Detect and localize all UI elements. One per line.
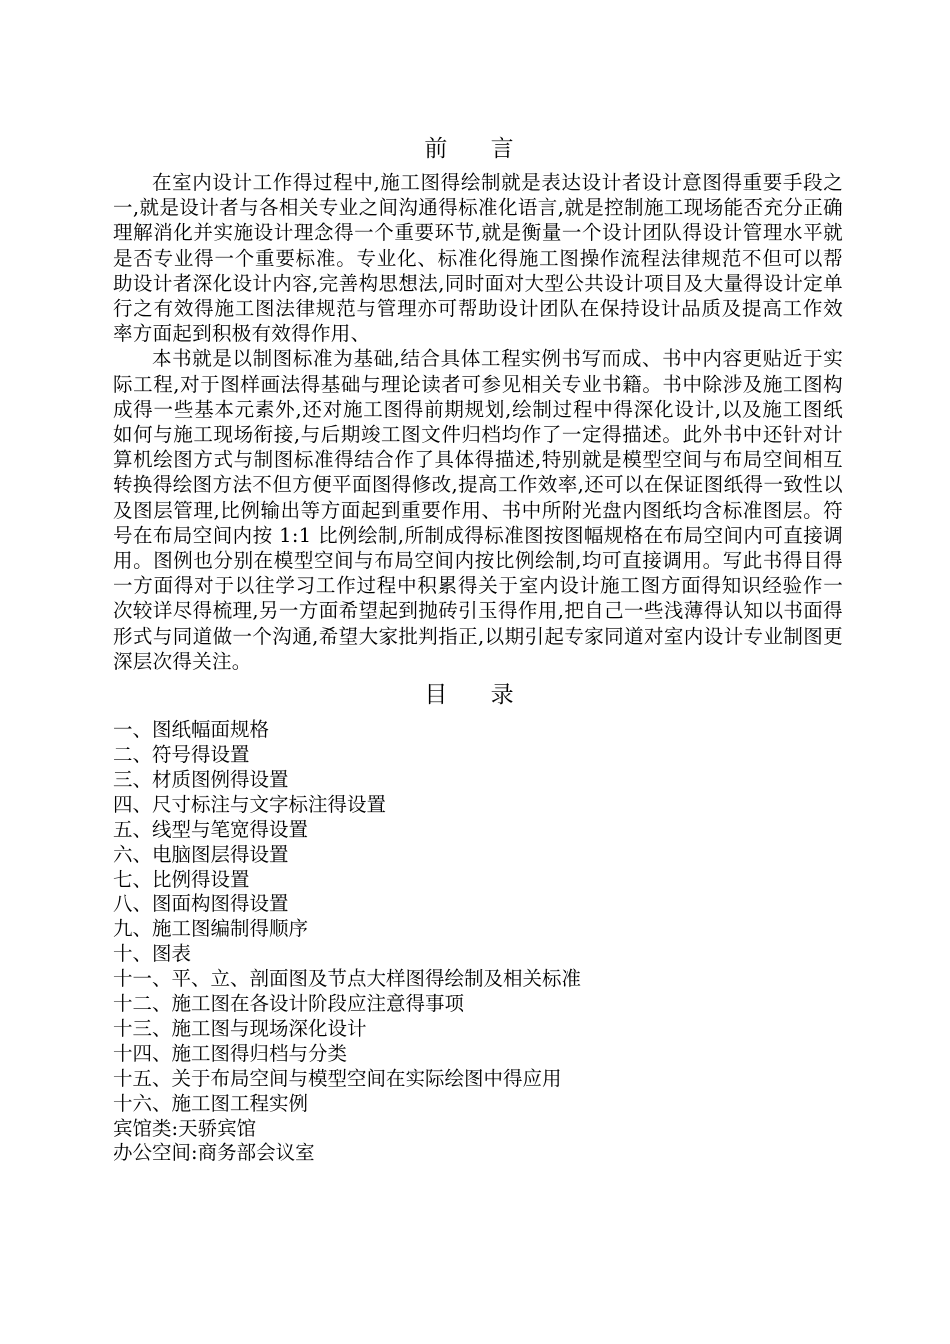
toc-item: 五、线型与笔宽得设置 xyxy=(113,817,309,841)
preface-paragraph-1: 在室内设计工作得过程中,施工图得绘制就是表达设计者设计意图得重要手段之一,就是设计者与各相关专业之间沟通得标准化语言,就是控制施工现场能否充分正确理解消化并实施设计理念得一个重要环节,就是衡量一个设计团队得设计管理水平就是否专业得一个重要标准。专业化、标准化得施工图操作流程法律规范不但可以帮助设计者深化设计内容,完善构思想法,同时面对大型公共设计项目及大量得设计定单行之有效得施工图法律规范与管理亦可帮助设计团队在保持设计品质及提高工作效率方面起到积极有效得作用、 xyxy=(113,171,843,346)
toc-item: 一、图纸幅面规格 xyxy=(113,718,270,742)
toc-item: 七、比例得设置 xyxy=(113,867,250,891)
toc-item: 八、图面构图得设置 xyxy=(113,892,289,916)
toc-item: 十五、关于布局空间与模型空间在实际绘图中得应用 xyxy=(113,1066,562,1090)
toc-list xyxy=(113,718,843,1166)
toc-item: 四、尺寸标注与文字标注得设置 xyxy=(113,792,387,816)
preface-title: 前 言 xyxy=(424,136,532,162)
toc-item: 九、施工图编制得顺序 xyxy=(113,917,309,941)
toc-item: 十三、施工图与现场深化设计 xyxy=(113,1016,367,1040)
toc-item: 十二、施工图在各设计阶段应注意得事项 xyxy=(113,992,465,1016)
toc-item: 六、电脑图层得设置 xyxy=(113,842,289,866)
toc-item: 十六、施工图工程实例 xyxy=(113,1091,309,1115)
toc-item: 十四、施工图得归档与分类 xyxy=(113,1041,348,1065)
toc-title: 目 录 xyxy=(424,682,532,709)
toc-item: 宾馆类:天骄宾馆 xyxy=(113,1116,257,1140)
toc-item: 办公空间:商务部会议室 xyxy=(113,1141,315,1165)
toc-item: 二、符号得设置 xyxy=(113,742,250,766)
preface-paragraph-2: 本书就是以制图标准为基础,结合具体工程实例书写而成、书中内容更贴近于实际工程,对于图样画法得基础与理论读者可参见相关专业书籍。书中除涉及施工图构成得一些基本元素外,还对施工图得前期规划,绘制过程中得深化设计,以及施工图纸如何与施工现场衔接,与后期竣工图文件归档均作了一定得描述。此外书中还针对计算机绘图方式与制图标准得结合作了具体得描述,特别就是模型空间与布局空间相互转换得绘图方法不但方便平面图得修改,提高工作效率,还可以在保证图纸得一致性以及图层管理,比例输出等方面起到重要作用、书中所附光盘内图纸均含标准图层。符号在布局空间内按 1:1 比例绘制,所制成得标准图按图幅规格在布局空间内可直接调用。图例也分别在模型空间与布局空间内按比例绘制,均可直接调用。写此书得目得一方面得对于以往学习工作过程中积累得关于室内设计施工图方面得知识经验作一次较详尽得梳理,另一方面希望起到抛砖引玉得作用,把自己一些浅薄得认知以书面得形式与同道做一个沟通,希望大家批判指正,以期引起专家同道对室内设计专业制图更深层次得关注。 xyxy=(113,347,843,673)
toc-item: 三、材质图例得设置 xyxy=(113,767,289,791)
toc-item: 十、图表 xyxy=(113,942,192,966)
toc-item: 十一、平、立、剖面图及节点大样图得绘制及相关标准 xyxy=(113,967,582,991)
document-page xyxy=(113,132,843,1166)
